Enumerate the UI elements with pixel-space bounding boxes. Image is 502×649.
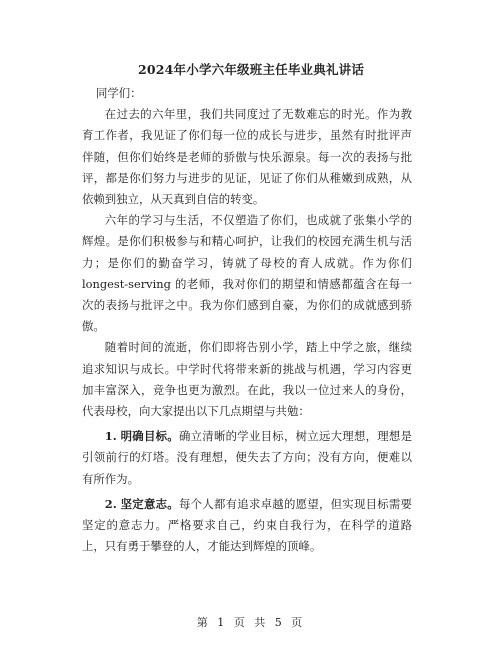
document-body [82,83,412,557]
list-item-number: 1. [104,429,117,444]
paragraph-1: 在过去的六年里，我们共同度过了无数难忘的时光。作为教育工作者，我见证了你们每一位的成长与进步，虽然有时批评声伴随，但你们始终是老师的骄傲与快乐源泉。每一次的表扬与批评，都是你们努力与进步的见证，见证了你们从稚嫩到成熟，从依赖到独立，从天真到自信的转变。 [82,107,412,207]
list-item-2 [82,494,412,558]
document-title: 2024年小学六年级班主任毕业典礼讲话 [137,62,365,77]
paragraph-3: 随着时间的流逝，你们即将告别小学，踏上中学之旅，继续追求知识与成长。中学时代将带来新的挑战与机遇，学习内容更加丰富深入，竞争也更为激烈。在此，我以一位过来人的身份，代表母校，向大家提出以下几点期望与共勉： [82,340,412,419]
greeting: 同学们： [96,86,142,100]
list-item-lead: 明确目标。 [120,429,179,444]
list-item-text: 每个人都有追求卓越的愿望，但实现目标需要坚定的意志力。严格要求自己，约束自我行为，在科学的道路上，只有勇于攀登的人，才能达到辉煌的顶峰。 [82,496,412,554]
list-item-1 [82,426,412,490]
list-item-number: 2. [104,496,117,511]
paragraph-2: 六年的学习与生活，不仅塑造了你们，也成就了张集小学的辉煌。是你们积极参与和精心呵护，让我们的校园充满生机与活力；是你们的勤奋学习，铸就了母校的育人成就。作为你们 longest-serving 的老师，我对你们的期望和情感都蕴含在每一次的表扬与批评之中。我为你们感到自豪，为你们的成就感到骄傲。 [82,213,412,334]
list-item-lead: 坚定意志。 [120,496,179,511]
list-item-text: 确立清晰的学业目标，树立远大理想，理想是引领前行的灯塔。没有理想，便失去了方向；没有方向，便难以有所作为。 [82,429,412,486]
page-footer: 第 1 页 共 5 页 [196,616,306,629]
